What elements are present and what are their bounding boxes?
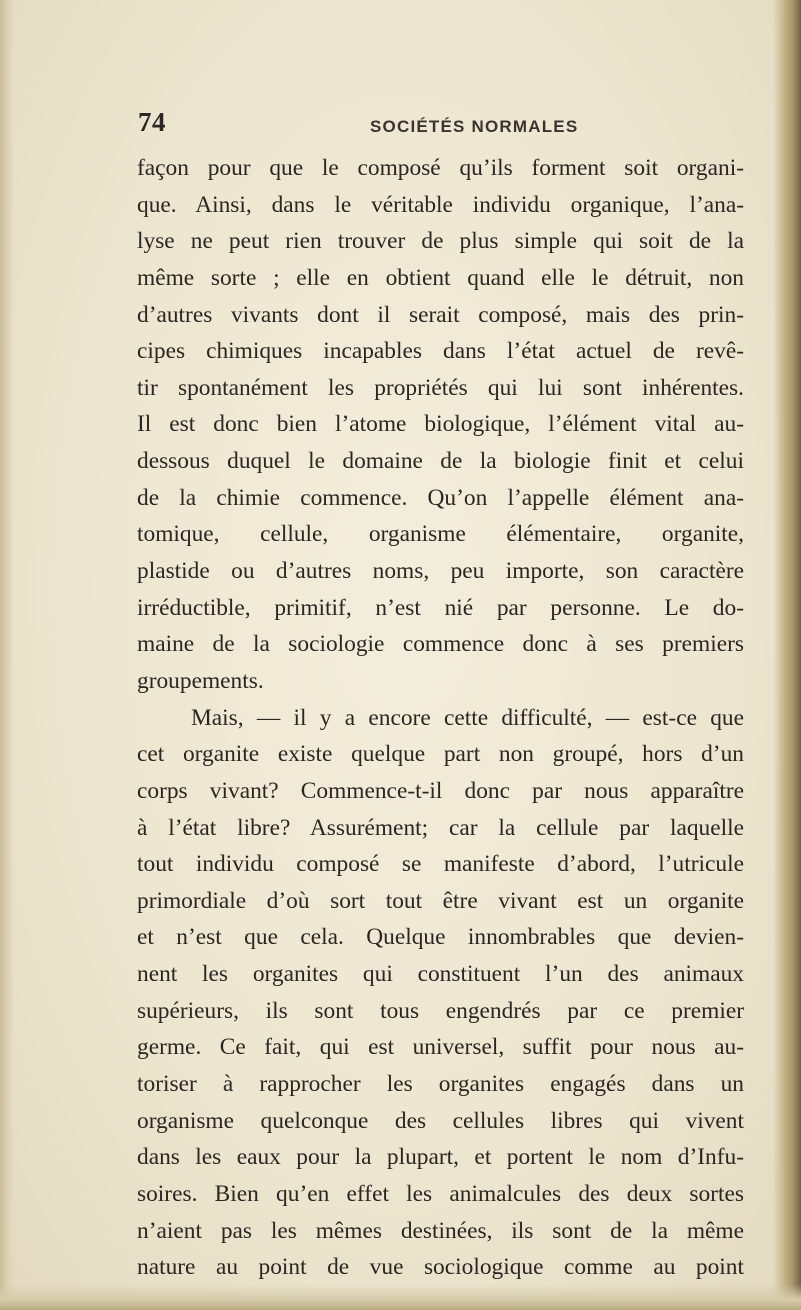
text-line: toriser à rapprocher les organites engagés dans un [137, 1071, 744, 1098]
text-line: Il est donc bien l’atome biologique, l’élément vital au- [137, 411, 744, 438]
text-line: irréductible, primitif, n’est nié par personne. Le do- [137, 594, 744, 621]
text-line: même sorte ; elle en obtient quand elle le détruit, non [137, 264, 744, 291]
page-left-edge-shadow [0, 0, 14, 1310]
body-text [137, 150, 744, 1286]
text-line: et n’est que cela. Quelque innombrables que devien- [137, 924, 744, 951]
text-line: nature au point de vue sociologique comme au point [137, 1254, 744, 1281]
text-line: corps vivant? Commence-t-il donc par nous apparaître [137, 777, 744, 804]
text-line: supérieurs, ils sont tous engendrés par ce premier [137, 997, 744, 1024]
page-header [138, 107, 698, 147]
text-line: façon pour que le composé qu’ils forment soit organi- [137, 155, 744, 181]
text-line: d’autres vivants dont il serait composé, mais des prin- [137, 301, 744, 328]
text-line: maine de la sociologie commence donc à ses premiers [137, 631, 744, 658]
page-right-edge-binding [773, 0, 801, 1310]
text-line: dessous duquel le domaine de la biologie finit et celui [137, 448, 744, 475]
text-line: dans les eaux pour la plupart, et portent le nom d’Infu- [137, 1144, 744, 1171]
text-line: tomique, cellule, organisme élémentaire, organite, [137, 521, 744, 548]
text-line: lyse ne peut rien trouver de plus simple qui soit de la [137, 228, 744, 255]
text-line: organisme quelconque des cellules libres qui vivent [137, 1107, 744, 1134]
text-line: à l’état libre? Assurément; car la cellule par laquelle [137, 814, 744, 841]
page-bottom-edge-shadow [0, 1284, 801, 1310]
text-line: tir spontanément les propriétés qui lui sont inhérentes. [137, 374, 744, 401]
text-line: n’aient pas les mêmes destinées, ils sont de la même [137, 1217, 744, 1244]
text-line: nent les organites qui constituent l’un des animaux [137, 961, 744, 988]
text-line: tout individu composé se manifeste d’abord, l’utricule [137, 851, 744, 878]
text-line-paragraph-start: Mais, — il y a encore cette difficulté, — est-ce que [191, 704, 744, 731]
text-line: primordiale d’où sort tout être vivant est un organite [137, 887, 744, 914]
page-number: 74 [138, 107, 166, 137]
text-line: plastide ou d’autres noms, peu importe, son caractère [137, 558, 744, 585]
text-line-paragraph-end: groupements. [137, 667, 264, 694]
running-head: SOCIÉTÉS NORMALES [370, 117, 579, 136]
text-line: soires. Bien qu’en effet les animalcules des deux sortes [137, 1180, 744, 1207]
text-line: cipes chimiques incapables dans l’état actuel de revê- [137, 338, 744, 365]
text-line: cet organite existe quelque part non groupé, hors d’un [137, 741, 744, 768]
text-line: de la chimie commence. Qu’on l’appelle élément ana- [137, 484, 744, 511]
text-line: que. Ainsi, dans le véritable individu organique, l’ana- [137, 191, 744, 218]
text-line: germe. Ce fait, qui est universel, suffit pour nous au- [137, 1034, 744, 1061]
